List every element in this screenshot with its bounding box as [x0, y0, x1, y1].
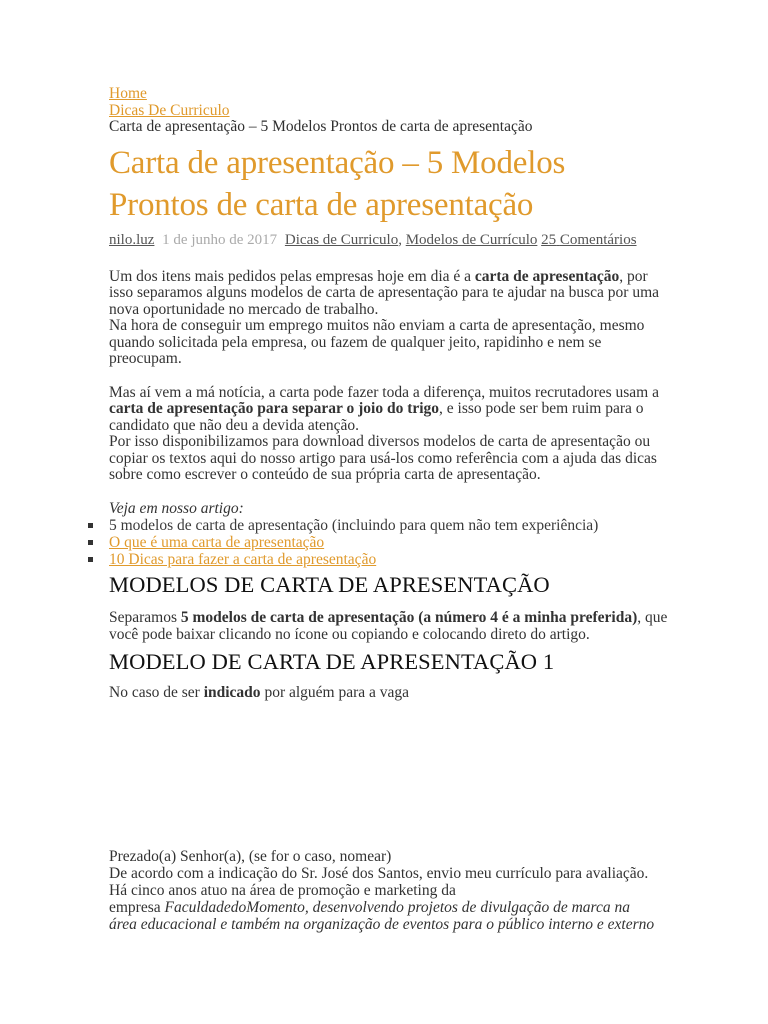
text: , desenvolvendo projetos de divulgação de marca na [304, 899, 630, 916]
breadcrumb-current: Carta de apresentação – 5 Modelos Prontos de carta de apresentação [109, 118, 533, 135]
intro-block [109, 269, 669, 368]
list-item [109, 534, 669, 551]
section-modelos-text [109, 610, 669, 643]
toc-link-tips[interactable]: 10 Dicas para fazer a carta de apresentação [109, 551, 377, 568]
company-name: FaculdadedoMomento [164, 899, 305, 916]
toc-item-text: 5 modelos de carta de apresentação (incluindo para quem não tem experiência) [109, 517, 599, 534]
letter-line [109, 899, 669, 916]
text: por alguém para a vaga [260, 684, 410, 701]
letter-line: Há cinco anos atuo na área de promoção e marketing da [109, 882, 456, 899]
text: Mas aí vem a má notícia, a carta pode fazer toda a diferença, muitos recrutadores usam a [109, 383, 659, 401]
bold-text: carta de apresentação [474, 267, 620, 285]
section-heading-modelos: MODELOS DE CARTA DE APRESENTAÇÃO [109, 572, 550, 597]
letter-sample [109, 848, 669, 933]
comments-label: Comentários [559, 231, 637, 248]
article-meta [109, 232, 669, 249]
article-content [109, 86, 669, 702]
text: No caso de ser [109, 684, 204, 701]
section-heading-modelo-1: MODELO DE CARTA DE APRESENTAÇÃO 1 [109, 649, 555, 674]
intro-block-2 [109, 385, 669, 484]
text: , e isso pode ser bem ruim para o candidato que não deu a devida atenção. [109, 400, 644, 434]
letter-greeting: Prezado(a) Senhor(a), (se for o caso, nomear) [109, 848, 392, 865]
intro-paragraph-3 [109, 385, 669, 435]
list-item [109, 517, 669, 534]
category-link-modelos[interactable]: Modelos de Currículo [405, 231, 538, 248]
text: , por isso separamos alguns modelos de carta de apresentação para te ajudar na busca por uma nova oportunidade no mercado de trabalho. [109, 267, 660, 318]
breadcrumb-category-link[interactable]: Dicas De Curriculo [109, 101, 230, 119]
intro-paragraph-4: Por isso disponibilizamos para download diversos modelos de carta de apresentação ou copiar os textos aqui do nosso artigo para usá-los como referência com a ajuda das dicas sobre como escrever o conteúdo de sua própria carta de apresentação. [109, 433, 657, 483]
post-date: 1 de junho de 2017 [162, 231, 278, 248]
text: , que você pode baixar clicando no ícone ou copiando e colocando direto do artigo. [109, 609, 668, 643]
bullet-icon [88, 540, 93, 545]
bold-text: 5 modelos de carta de apresentação [180, 609, 415, 626]
bold-text: indicado [203, 684, 261, 701]
author-link[interactable]: nilo.luz [109, 231, 155, 248]
text: Um dos itens mais pedidos pelas empresas hoje em dia é a [109, 267, 475, 285]
table-of-contents [109, 517, 669, 568]
intro-paragraph-1 [109, 269, 669, 319]
comments-link[interactable] [541, 232, 636, 248]
letter-line: De acordo com a indicação do Sr. José dos Santos, envio meu currículo para avaliação. [109, 865, 649, 882]
breadcrumb [109, 86, 669, 136]
meta-separator: , [398, 231, 406, 248]
section-modelo-1-text [109, 685, 669, 702]
intro-paragraph-2: Na hora de conseguir um emprego muitos não enviam a carta de apresentação, mesmo quando solicitada pela empresa, ou fazem de qualquer jeito, rapidinho e nem se preocupam. [109, 317, 645, 367]
comments-count: 25 [541, 231, 557, 248]
category-link-dicas[interactable]: Dicas de Curriculo [284, 231, 399, 248]
bullet-icon [88, 523, 93, 528]
list-item [109, 551, 669, 568]
see-also-label: Veja em nosso artigo: [109, 499, 244, 517]
bullet-icon [88, 557, 93, 562]
bold-text: carta de apresentação para separar o joio do trigo [109, 400, 440, 417]
text: empresa [109, 899, 165, 916]
article-title: Carta de apresentação – 5 Modelos Prontos de carta de apresentação [109, 144, 566, 223]
letter-line: área educacional e também na organização de eventos para o público interno e externo [109, 916, 655, 933]
text: Separamos [109, 609, 181, 626]
bold-text: (a número 4 é a minha preferida) [418, 609, 638, 626]
breadcrumb-home-link[interactable]: Home [109, 85, 147, 102]
toc-link-what-is[interactable]: O que é uma carta de apresentação [109, 534, 325, 551]
